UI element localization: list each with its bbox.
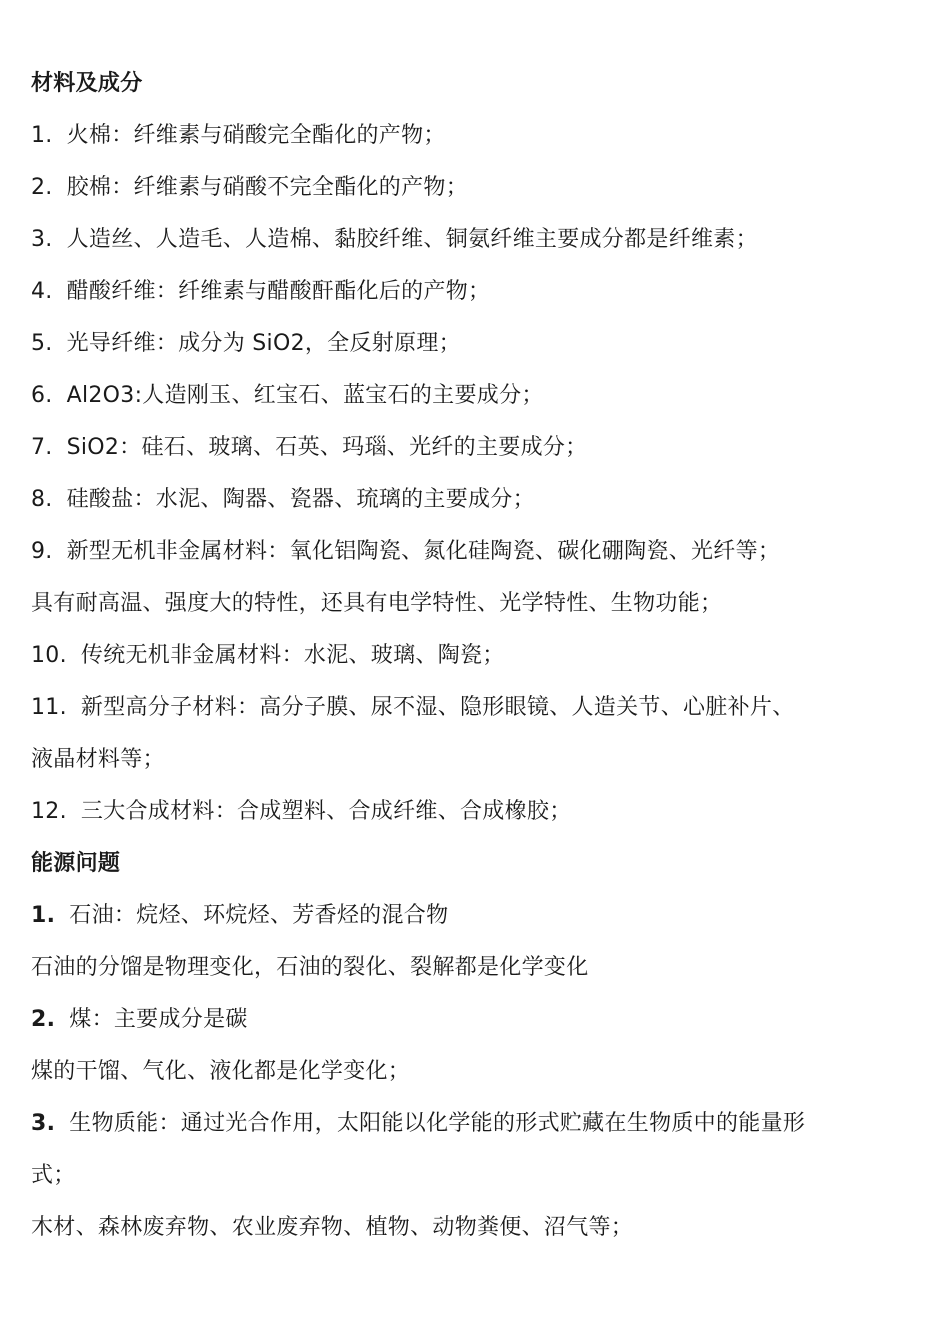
list-item — [31, 630, 926, 682]
item-text: 煤：主要成分是碳 — [69, 1007, 248, 1032]
list-item — [31, 422, 926, 474]
item-text: 三大合成材料：合成塑料、合成纤维、合成橡胶； — [80, 799, 572, 824]
item-number: 4. — [31, 279, 53, 304]
item-text: 胶棉：纤维素与硝酸不完全酯化的产物； — [66, 175, 468, 200]
list-item-continuation: 式； — [31, 1163, 76, 1188]
item-text: 传统无机非金属材料：水泥、玻璃、陶瓷； — [80, 643, 505, 668]
list-item — [31, 370, 926, 422]
section-heading-energy: 能源问题 — [31, 851, 121, 876]
list-item — [31, 214, 926, 266]
item-number: 6. — [31, 383, 53, 408]
item-text: 人造丝、人造毛、人造棉、黏胶纤维、铜氨纤维主要成分都是纤维素； — [66, 227, 758, 252]
item-number: 1. — [31, 123, 53, 148]
item-number: 10. — [31, 643, 67, 668]
item-number: 11. — [31, 695, 67, 720]
item-text: 新型高分子材料：高分子膜、尿不湿、隐形眼镜、人造关节、心脏补片、 — [80, 695, 795, 720]
list-item — [31, 474, 926, 526]
item-number: 8. — [31, 487, 53, 512]
item-text: 新型无机非金属材料：氧化铝陶瓷、氮化硅陶瓷、碳化硼陶瓷、光纤等； — [66, 539, 781, 564]
item-number: 1. — [31, 903, 56, 928]
item-text: 火棉：纤维素与硝酸完全酯化的产物； — [66, 123, 446, 148]
item-text: 光导纤维：成分为 SiO2，全反射原理； — [66, 331, 461, 356]
item-number: 9. — [31, 539, 53, 564]
list-item — [31, 786, 926, 838]
list-item-continuation: 具有耐高温、强度大的特性，还具有电学特性、光学特性、生物功能； — [31, 591, 723, 616]
list-item-continuation: 石油的分馏是物理变化，石油的裂化、裂解都是化学变化 — [31, 955, 589, 980]
section-heading-materials: 材料及成分 — [31, 71, 143, 96]
item-text: 生物质能：通过光合作用，太阳能以化学能的形式贮藏在生物质中的能量形 — [69, 1111, 806, 1136]
item-text: Al2O3:人造刚玉、红宝石、蓝宝石的主要成分； — [66, 383, 544, 408]
item-number: 3. — [31, 227, 53, 252]
list-item — [31, 994, 926, 1046]
list-item — [31, 526, 926, 578]
item-number: 2. — [31, 175, 53, 200]
list-item — [31, 1098, 926, 1150]
list-item — [31, 890, 926, 942]
item-number: 2. — [31, 1007, 56, 1032]
item-number: 7. — [31, 435, 53, 460]
item-number: 5. — [31, 331, 53, 356]
list-item — [31, 682, 926, 734]
list-item-continuation: 煤的干馏、气化、液化都是化学变化； — [31, 1059, 411, 1084]
item-text: SiO2：硅石、玻璃、石英、玛瑙、光纤的主要成分； — [66, 435, 588, 460]
item-text: 硅酸盐：水泥、陶器、瓷器、琉璃的主要成分； — [66, 487, 535, 512]
list-item-continuation: 木材、森林废弃物、农业废弃物、植物、动物粪便、沼气等； — [31, 1215, 634, 1240]
list-item — [31, 110, 926, 162]
item-number: 12. — [31, 799, 67, 824]
item-text: 石油：烷烃、环烷烃、芳香烃的混合物 — [69, 903, 449, 928]
list-item — [31, 266, 926, 318]
list-item — [31, 162, 926, 214]
list-item — [31, 318, 926, 370]
item-text: 醋酸纤维：纤维素与醋酸酐酯化后的产物； — [66, 279, 491, 304]
list-item-continuation: 液晶材料等； — [31, 747, 165, 772]
item-number: 3. — [31, 1111, 56, 1136]
document-body — [31, 58, 926, 1254]
